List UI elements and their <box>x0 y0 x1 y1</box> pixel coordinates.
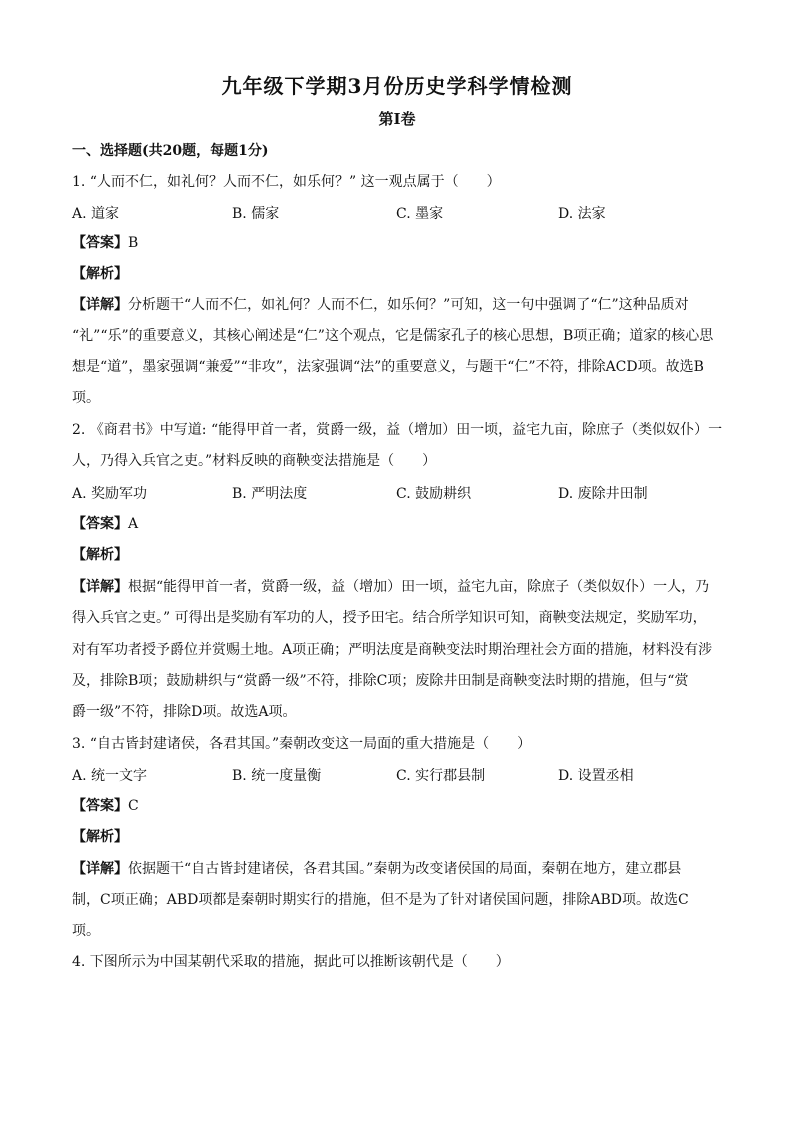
answer-label: 【答案】 <box>72 235 128 251</box>
analysis-label: 【解析】 <box>72 266 128 282</box>
detail-line <box>72 295 724 315</box>
detail-label: 【详解】 <box>72 579 128 595</box>
detail-line: 得入兵官之吏。” 可得出是奖励有军功的人，授予田宅。结合所学知识可知，商鞅变法规定，奖励军功， <box>72 610 707 626</box>
detail-line: 制，C项正确；ABD项都是秦朝时期实行的措施，但不是为了针对诸侯国问题，排除ABD项。故选C <box>72 892 689 908</box>
option-d: D. 废除井田制 <box>558 486 648 502</box>
option-c: C. 鼓励耕织 <box>396 486 472 502</box>
question-3-options <box>72 765 724 785</box>
question-4-stem: 4. 下图所示为中国某朝代采取的措施，据此可以推断该朝代是（ ） <box>72 954 510 970</box>
analysis-label: 【解析】 <box>72 829 128 845</box>
option-a: A. 统一文字 <box>72 768 148 784</box>
question-1-options <box>72 203 724 223</box>
answer-label: 【答案】 <box>72 516 128 532</box>
document-title: 九年级下学期3月份历史学科学情检测 <box>221 74 573 98</box>
detail-line: 及，排除B项；鼓励耕织与“赏爵一级”不符，排除C项；废除井田制是商鞅变法时期的措施，但与“赏 <box>72 673 689 689</box>
detail-line: “礼”“乐”的重要意义，其核心阐述是“仁”这个观点，它是儒家孔子的核心思想，B项正确；道家的核心思 <box>72 328 714 344</box>
detail-text: 分析题干“人而不仁，如礼何？人而不仁，如乐何？”可知，这一句中强调了“仁”这种品质对 <box>128 297 689 313</box>
answer-value: B <box>128 235 139 251</box>
option-c: C. 实行郡县制 <box>396 768 486 784</box>
section-heading: 一、选择题(共20题，每题1分) <box>72 143 269 159</box>
question-2-options <box>72 483 724 503</box>
question-2-stem: 人，乃得入兵官之吏。”材料反映的商鞅变法措施是（ ） <box>72 453 437 469</box>
detail-label: 【详解】 <box>72 861 128 877</box>
answer-line <box>72 514 724 534</box>
detail-text: 根据“能得甲首一者，赏爵一级，益（增加）田一顷，益宅九亩，除庶子（类似奴仆）一人，乃 <box>128 579 710 595</box>
answer-label: 【答案】 <box>72 798 128 814</box>
option-a: A. 奖励军功 <box>72 486 148 502</box>
question-1-stem: 1. “人而不仁，如礼何？人而不仁，如乐何？” 这一观点属于（ ） <box>72 174 501 190</box>
option-b: B. 严明法度 <box>232 486 308 502</box>
option-b: B. 儒家 <box>232 206 280 222</box>
detail-line: 项。 <box>72 923 100 939</box>
detail-label: 【详解】 <box>72 297 128 313</box>
answer-value: A <box>128 516 139 532</box>
detail-line: 对有军功者授予爵位并赏赐土地。A项正确；严明法度是商鞅变法时期治理社会方面的措施，材料没有涉 <box>72 642 713 658</box>
answer-value: C <box>128 798 139 814</box>
detail-line: 想是“道”，墨家强调“兼爱”“非攻”，法家强调“法”的重要意义，与题干“仁”不符，排除ACD项。故选B <box>72 359 704 375</box>
detail-line: 爵一级”不符，排除D项。故选A项。 <box>72 704 297 720</box>
detail-text: 依据题干“自古皆封建诸侯，各君其国。”秦朝为改变诸侯国的局面，秦朝在地方，建立郡县 <box>128 861 682 877</box>
answer-line <box>72 233 724 253</box>
analysis-label: 【解析】 <box>72 547 128 563</box>
answer-line <box>72 796 724 816</box>
option-d: D. 法家 <box>558 206 606 222</box>
detail-line <box>72 577 724 597</box>
question-2-stem: 2. 《商君书》中写道: “能得甲首一者，赏爵一级，益（增加）田一顷，益宅九亩，除庶子（类似奴仆）一 <box>72 422 723 438</box>
detail-line: 项。 <box>72 390 100 406</box>
option-d: D. 设置丞相 <box>558 768 634 784</box>
question-3-stem: 3. “自古皆封建诸侯，各君其国。”秦朝改变这一局面的重大措施是（ ） <box>72 736 532 752</box>
option-b: B. 统一度量衡 <box>232 768 322 784</box>
option-c: C. 墨家 <box>396 206 444 222</box>
volume-label: 第I卷 <box>378 110 416 128</box>
option-a: A. 道家 <box>72 206 120 222</box>
detail-line <box>72 859 724 879</box>
